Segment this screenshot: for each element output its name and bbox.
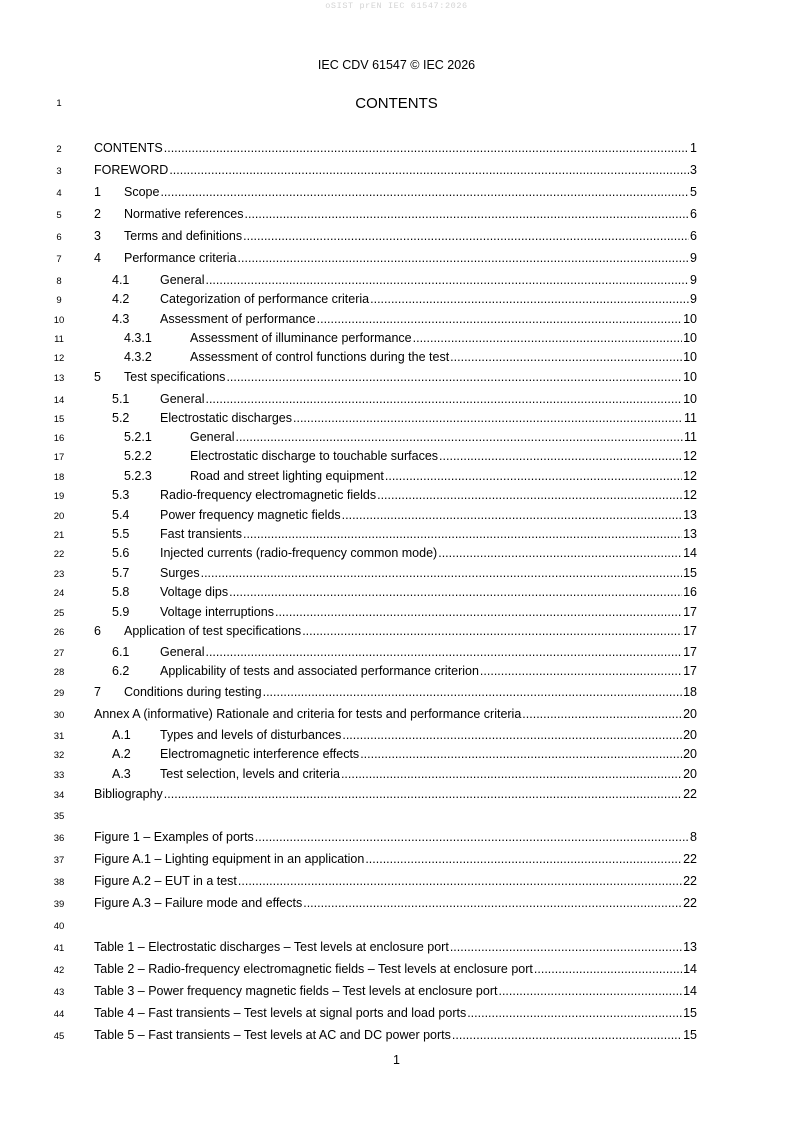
line-number: 11 <box>54 334 64 345</box>
toc-entry-title: Table 5 – Fast transients – Test levels at AC and DC power ports <box>94 1028 451 1042</box>
toc-entry-number: 5.2.1 <box>124 430 152 444</box>
toc-entry-page: 10 <box>683 392 697 406</box>
dot-leader <box>205 644 682 660</box>
toc-entry-title: Figure A.2 – EUT in a test <box>94 874 237 888</box>
toc-entry-number: 6.2 <box>112 664 130 678</box>
toc-entry-page: 10 <box>683 370 697 384</box>
toc-entry[interactable] <box>94 1027 697 1043</box>
line-number: 3 <box>56 166 62 177</box>
dot-leader <box>450 349 682 365</box>
toc-entry[interactable] <box>94 228 697 244</box>
dot-leader <box>169 162 689 178</box>
line-number: 28 <box>53 667 65 678</box>
toc-entry-number: 4.2 <box>112 292 130 306</box>
line-number: 12 <box>53 353 65 364</box>
toc-entry[interactable] <box>94 851 697 867</box>
toc-entry-title: Terms and definitions <box>124 229 243 243</box>
line-number: 31 <box>53 731 65 742</box>
toc-entry-page: 20 <box>683 728 697 742</box>
toc-entry-title: Test specifications <box>124 370 226 384</box>
toc-entry-page: 14 <box>683 984 697 998</box>
toc-entry-page: 14 <box>683 546 697 560</box>
toc-entry-number: 4.3.2 <box>124 350 152 364</box>
toc-entry-title: FOREWORD <box>94 163 169 177</box>
toc-entry-page: 15 <box>683 1028 697 1042</box>
toc-entry-number: 5.4 <box>112 508 130 522</box>
dot-leader <box>164 140 689 156</box>
toc-entry-number: 5.7 <box>112 566 130 580</box>
toc-entry-title: Figure A.3 – Failure mode and effects <box>94 896 303 910</box>
dot-leader <box>201 565 682 581</box>
toc-entry-title: Figure A.1 – Lighting equipment in an application <box>94 852 365 866</box>
toc-entry-page: 9 <box>690 251 697 265</box>
toc-entry-title: Voltage dips <box>160 585 229 599</box>
toc-entry-number: A.3 <box>112 767 131 781</box>
dot-leader <box>452 1027 682 1043</box>
line-number: 21 <box>53 530 65 541</box>
dot-leader <box>439 448 682 464</box>
toc-entry-page: 11 <box>684 430 697 444</box>
toc-entry-number: 5.9 <box>112 605 130 619</box>
toc-entry-page: 15 <box>683 566 697 580</box>
toc-entry-page: 22 <box>683 787 697 801</box>
dot-leader <box>293 410 683 426</box>
toc-entry-title: Radio-frequency electromagnetic fields <box>160 488 377 502</box>
toc-entry-number: 2 <box>94 207 101 221</box>
line-number: 7 <box>56 254 62 265</box>
line-number: 16 <box>53 433 65 444</box>
dot-leader <box>303 895 682 911</box>
toc-entry-title: Scope <box>124 185 160 199</box>
dot-leader <box>229 584 682 600</box>
toc-entry[interactable] <box>94 369 697 385</box>
toc-entry[interactable] <box>112 584 697 600</box>
dot-leader <box>205 272 689 288</box>
toc-entry-page: 15 <box>683 1006 697 1020</box>
toc-entry[interactable] <box>112 746 697 762</box>
toc-entry-page: 11 <box>684 411 697 425</box>
line-number: 34 <box>53 790 65 801</box>
toc-entry-title: General <box>160 392 205 406</box>
toc-entry[interactable] <box>94 983 697 999</box>
toc-entry-title: Application of test specifications <box>124 624 302 638</box>
line-number: 35 <box>53 811 65 822</box>
toc-entry-page: 9 <box>690 292 697 306</box>
dot-leader <box>342 727 682 743</box>
toc-entry-number: 1 <box>94 185 101 199</box>
dot-leader <box>243 526 682 542</box>
line-number: 32 <box>53 750 65 761</box>
toc-entry-title: Applicability of tests and associated performance criterion <box>160 664 479 678</box>
toc-entry-title: Table 1 – Electrostatic discharges – Test levels at enclosure port <box>94 940 449 954</box>
toc-entry-title: Electrostatic discharges <box>160 411 293 425</box>
toc-entry[interactable] <box>112 507 697 523</box>
toc-entry-number: A.1 <box>112 728 131 742</box>
page-title: CONTENTS <box>355 95 438 112</box>
toc-entry-page: 10 <box>683 331 697 345</box>
dot-leader <box>275 604 682 620</box>
toc-entry-number: 6.1 <box>112 645 130 659</box>
dot-leader <box>480 663 682 679</box>
toc-entry-title: Conditions during testing <box>124 685 262 699</box>
dot-leader <box>243 228 689 244</box>
toc-entry-title: Electrostatic discharge to touchable surfaces <box>190 449 439 463</box>
dot-leader <box>385 468 682 484</box>
line-number: 17 <box>53 452 65 463</box>
line-number: 22 <box>53 549 65 560</box>
dot-leader <box>377 487 682 503</box>
toc-entry-number: 6 <box>94 624 101 638</box>
toc-entry-page: 6 <box>690 229 697 243</box>
line-number: 20 <box>53 511 65 522</box>
toc-entry[interactable] <box>94 829 697 845</box>
toc-entry[interactable] <box>112 663 697 679</box>
toc-entry-title: Assessment of performance <box>160 312 316 326</box>
line-number: 37 <box>53 855 65 866</box>
toc-entry-title: Assessment of control functions during the test <box>190 350 450 364</box>
toc-entry-title: Voltage interruptions <box>160 605 274 619</box>
toc-entry[interactable] <box>94 140 697 156</box>
line-number: 26 <box>53 627 65 638</box>
toc-entry-number: 4.3.1 <box>124 331 152 345</box>
toc-entry-page: 17 <box>683 605 697 619</box>
toc-entry-title: General <box>160 273 205 287</box>
line-number: 43 <box>53 987 65 998</box>
line-number: 41 <box>53 943 65 954</box>
dot-leader <box>235 429 683 445</box>
toc-entry-title: Road and street lighting equipment <box>190 469 384 483</box>
toc-entry[interactable] <box>94 706 697 722</box>
toc-entry-number: 5.2.3 <box>124 469 152 483</box>
toc-entry[interactable] <box>94 184 697 200</box>
line-number: 39 <box>53 899 65 910</box>
line-number: 27 <box>53 648 65 659</box>
toc-entry-page: 22 <box>683 852 697 866</box>
toc-entry[interactable] <box>124 448 697 464</box>
dot-leader <box>263 684 683 700</box>
dot-leader <box>317 311 682 327</box>
toc-entry-number: A.2 <box>112 747 131 761</box>
toc-entry-page: 6 <box>690 207 697 221</box>
line-number: 42 <box>53 965 65 976</box>
line-number: 6 <box>56 232 62 243</box>
line-number: 14 <box>53 395 65 406</box>
toc-entry[interactable] <box>94 206 697 222</box>
dot-leader <box>160 184 689 200</box>
toc-entry-page: 12 <box>683 469 697 483</box>
toc-entry-page: 9 <box>690 273 697 287</box>
toc-entry-title: Table 4 – Fast transients – Test levels at signal ports and load ports <box>94 1006 467 1020</box>
line-number: 2 <box>56 144 62 155</box>
toc-entry[interactable] <box>124 330 697 346</box>
toc-entry[interactable] <box>94 961 697 977</box>
line-number: 8 <box>56 276 62 287</box>
line-number: 33 <box>53 770 65 781</box>
toc-entry-number: 4 <box>94 251 101 265</box>
toc-entry-page: 13 <box>683 527 697 541</box>
toc-entry-title: CONTENTS <box>94 141 163 155</box>
toc-entry-page: 1 <box>690 141 697 155</box>
toc-entry[interactable] <box>124 429 697 445</box>
line-number: 29 <box>53 688 65 699</box>
watermark: oSIST prEN IEC 61547:2026 <box>325 1 468 11</box>
toc-entry[interactable] <box>94 684 697 700</box>
toc-entry[interactable] <box>112 391 697 407</box>
toc-entry-page: 17 <box>683 664 697 678</box>
toc-entry-page: 20 <box>683 707 697 721</box>
toc-entry-title: Annex A (informative) Rationale and criteria for tests and performance criteria <box>94 707 522 721</box>
toc-entry-number: 5.2.2 <box>124 449 152 463</box>
dot-leader <box>205 391 682 407</box>
toc-entry-title: Injected currents (radio-frequency common mode) <box>160 546 438 560</box>
line-number: 19 <box>53 491 65 502</box>
toc-entry-number: 4.1 <box>112 273 130 287</box>
toc-entry[interactable] <box>94 623 697 639</box>
dot-leader <box>438 545 682 561</box>
toc-entry[interactable] <box>112 545 697 561</box>
dot-leader <box>238 873 682 889</box>
toc-entry-page: 12 <box>683 488 697 502</box>
toc-entry-title: Table 3 – Power frequency magnetic fields – Test levels at enclosure port <box>94 984 498 998</box>
dot-leader <box>245 206 690 222</box>
footer-page-number: 1 <box>393 1053 400 1067</box>
toc-entry-page: 10 <box>683 312 697 326</box>
dot-leader <box>413 330 682 346</box>
toc-entry[interactable] <box>112 766 697 782</box>
dot-leader <box>238 250 690 266</box>
toc-entry-title: Surges <box>160 566 200 580</box>
toc-entry-number: 5.2 <box>112 411 130 425</box>
line-number: 38 <box>53 877 65 888</box>
toc-entry[interactable] <box>112 644 697 660</box>
toc-entry-title: General <box>160 645 205 659</box>
title-line-number: 1 <box>56 98 62 109</box>
toc-entry-number: 5.6 <box>112 546 130 560</box>
line-number: 23 <box>53 569 65 580</box>
toc-entry[interactable] <box>94 250 697 266</box>
toc-entry-number: 5.8 <box>112 585 130 599</box>
toc-entry[interactable] <box>112 526 697 542</box>
toc-entry-page: 14 <box>683 962 697 976</box>
toc-entry[interactable] <box>112 727 697 743</box>
toc-entry-title: General <box>190 430 235 444</box>
toc-entry-title: Figure 1 – Examples of ports <box>94 830 254 844</box>
line-number: 40 <box>53 921 65 932</box>
dot-leader <box>342 507 682 523</box>
toc-entry-number: 5 <box>94 370 101 384</box>
toc-entry-page: 13 <box>683 508 697 522</box>
line-number: 15 <box>53 414 65 425</box>
toc-entry-page: 5 <box>690 185 697 199</box>
line-number: 5 <box>56 210 62 221</box>
toc-entry-page: 16 <box>683 585 697 599</box>
toc-entry-title: Categorization of performance criteria <box>160 292 370 306</box>
dot-leader <box>302 623 682 639</box>
line-number: 9 <box>56 295 62 306</box>
line-number: 36 <box>53 833 65 844</box>
toc-entry-title: Types and levels of disturbances <box>160 728 342 742</box>
toc-entry[interactable] <box>112 311 697 327</box>
toc-entry-page: 12 <box>683 449 697 463</box>
toc-entry[interactable] <box>112 291 697 307</box>
toc-entry-title: Table 2 – Radio-frequency electromagnetic fields – Test levels at enclosure port <box>94 962 533 976</box>
dot-leader <box>370 291 689 307</box>
dot-leader <box>360 746 682 762</box>
dot-leader <box>450 939 682 955</box>
line-number: 24 <box>53 588 65 599</box>
toc-entry-title: Test selection, levels and criteria <box>160 767 340 781</box>
dot-leader <box>467 1005 682 1021</box>
toc-entry-page: 17 <box>683 645 697 659</box>
line-number: 10 <box>53 315 65 326</box>
toc-entry-page: 8 <box>690 830 697 844</box>
toc-entry[interactable] <box>112 487 697 503</box>
dot-leader <box>365 851 682 867</box>
toc-entry-title: Assessment of illuminance performance <box>190 331 412 345</box>
dot-leader <box>498 983 682 999</box>
toc-entry[interactable] <box>112 565 697 581</box>
line-number: 18 <box>53 472 65 483</box>
toc-entry-number: 7 <box>94 685 101 699</box>
toc-entry[interactable] <box>112 410 697 426</box>
toc-entry-page: 22 <box>683 874 697 888</box>
toc-entry-page: 20 <box>683 747 697 761</box>
toc-entry[interactable] <box>112 604 697 620</box>
toc-entry[interactable] <box>124 468 697 484</box>
line-number: 13 <box>53 373 65 384</box>
dot-leader <box>522 706 682 722</box>
toc-entry-number: 5.1 <box>112 392 130 406</box>
line-number: 45 <box>53 1031 65 1042</box>
toc-entry[interactable] <box>94 1005 697 1021</box>
toc-entry-title: Electromagnetic interference effects <box>160 747 360 761</box>
toc-entry-page: 20 <box>683 767 697 781</box>
toc-entry[interactable] <box>94 786 697 802</box>
dot-leader <box>534 961 682 977</box>
toc-entry-number: 3 <box>94 229 101 243</box>
toc-entry[interactable] <box>94 939 697 955</box>
toc-entry-title: Bibliography <box>94 787 163 801</box>
line-number: 4 <box>56 188 62 199</box>
line-number: 25 <box>53 608 65 619</box>
toc-entry-page: 18 <box>683 685 697 699</box>
toc-entry[interactable] <box>94 895 697 911</box>
toc-entry-page: 22 <box>683 896 697 910</box>
toc-entry-page: 17 <box>683 624 697 638</box>
toc-entry-page: 10 <box>683 350 697 364</box>
toc-entry-number: 5.3 <box>112 488 130 502</box>
toc-entry[interactable] <box>124 349 697 365</box>
toc-entry-title: Normative references <box>124 207 244 221</box>
toc-entry-page: 13 <box>683 940 697 954</box>
toc-entry[interactable] <box>94 873 697 889</box>
toc-entry-title: Fast transients <box>160 527 242 541</box>
page-header: IEC CDV 61547 © IEC 2026 <box>317 58 476 72</box>
dot-leader <box>226 369 682 385</box>
dot-leader <box>341 766 682 782</box>
toc-entry-title: Power frequency magnetic fields <box>160 508 341 522</box>
toc-entry-number: 5.5 <box>112 527 130 541</box>
toc-entry[interactable] <box>112 272 697 288</box>
toc-entry-page: 3 <box>690 163 697 177</box>
line-number: 30 <box>53 710 65 721</box>
dot-leader <box>164 786 682 802</box>
toc-entry-number: 4.3 <box>112 312 130 326</box>
toc-entry-title: Performance criteria <box>124 251 237 265</box>
dot-leader <box>255 829 689 845</box>
line-number: 44 <box>53 1009 65 1020</box>
toc-entry[interactable] <box>94 162 697 178</box>
